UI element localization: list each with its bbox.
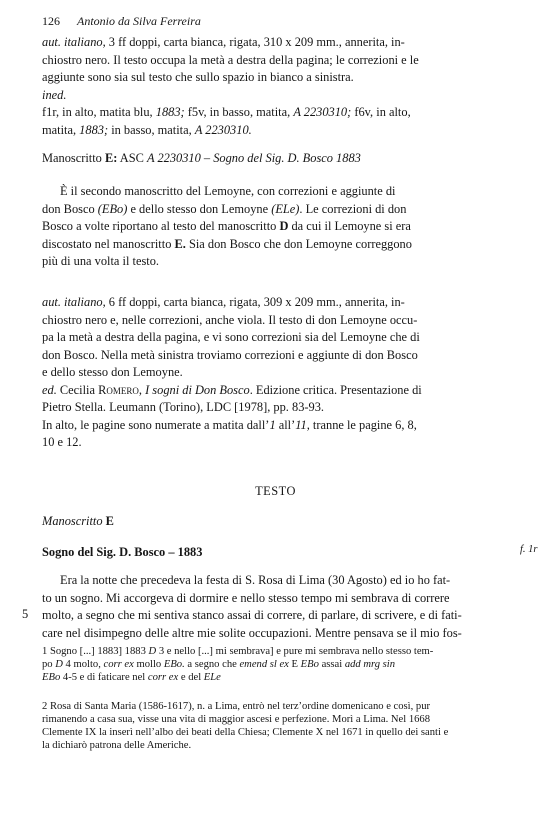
text-run: 2 Rosa di Santa Maria (1586-1617), n. a Lima, entrò nel terz’ordine domenicano e così, pur — [42, 701, 431, 712]
text-line — [42, 382, 512, 400]
text-run: Manoscritto — [42, 514, 106, 528]
text-line — [42, 658, 512, 671]
text-run: 1883; — [79, 122, 109, 137]
text-run: EBo — [300, 659, 319, 670]
text-line — [42, 364, 512, 382]
text-run: don Bosco — [42, 201, 98, 216]
text-run: ed. — [42, 382, 57, 397]
text-run: pa la metà a destra della pagina, e vi sono correzioni sia del Lemoyne che di — [42, 330, 420, 344]
text-run: E — [105, 514, 114, 528]
text-run: 1 — [269, 417, 276, 432]
text-run: Romero — [98, 382, 139, 397]
text-run: Clemente IX la inserì nell’albo dei beati della Chiesa; Clemente X nel 1671 in quello dei santi e — [42, 727, 449, 738]
text-line — [42, 513, 342, 531]
text-run: rimanendo a casa sua, visse una vita di maggior ascesi e perfezione. Morì a Lima. Nel 1668 — [42, 714, 431, 725]
text-run: all’ — [275, 417, 296, 432]
text-run: 1883; — [155, 105, 185, 119]
manuscript-e-description — [42, 183, 512, 271]
text-run: to un sogno. Mi accorgeva di dormire e nello stesso tempo mi sembrava di correre — [42, 590, 450, 605]
text-run: ASC — [117, 151, 147, 165]
text-run: I sogni di Don Bosco — [145, 382, 250, 397]
text-run: matita, — [42, 122, 80, 137]
text-line — [42, 122, 512, 140]
text-line — [42, 434, 512, 452]
text-run: tranne le pagine 6, 8, — [309, 417, 417, 432]
text-run: E — [288, 659, 301, 670]
description-block-ms-d — [42, 34, 512, 139]
text-run: A 2230310. — [194, 122, 252, 137]
text-line — [42, 590, 512, 608]
text-line — [42, 671, 512, 684]
text-line — [42, 347, 512, 365]
text-run: (EBo) — [97, 201, 128, 216]
text-line — [42, 87, 512, 105]
text-run: po — [42, 659, 56, 670]
text-run: emend sl ex — [239, 659, 289, 670]
text-line — [42, 739, 512, 752]
critical-apparatus — [42, 645, 512, 684]
text-line — [42, 236, 512, 254]
text-run: D — [148, 646, 157, 657]
manuscript-e-details — [42, 294, 512, 452]
text-line — [42, 544, 342, 562]
text-line — [42, 713, 512, 726]
text-line — [42, 726, 512, 739]
text-run: A 2230310; — [293, 105, 352, 119]
dream-title — [42, 544, 342, 562]
text-run: aggiunte sono sia sul testo che sullo spazio in bianco a sinistra. — [42, 70, 354, 84]
text-run: 4 molto, — [62, 659, 104, 670]
text-line — [42, 183, 512, 201]
text-line — [42, 645, 512, 658]
text-run: a segno che — [184, 659, 240, 670]
text-line — [42, 329, 512, 347]
line-number: 5 — [22, 607, 29, 621]
text-run: discostato nel manoscritto — [42, 236, 175, 251]
text-line — [42, 312, 512, 330]
text-line — [42, 253, 512, 271]
text-run: in basso, matita, — [108, 122, 195, 137]
text-line — [42, 399, 512, 417]
text-run: da cui il Lemoyne si era — [288, 219, 411, 233]
text-run: D — [279, 219, 289, 233]
text-run: Sia don Bosco che don Lemoyne correggono — [185, 236, 412, 251]
text-run: e dello stesso don Lemoyne — [127, 201, 272, 216]
text-line — [42, 294, 512, 312]
text-run: la dichiarò patrona delle Americhe. — [42, 740, 192, 751]
text-run: , — [138, 382, 146, 397]
text-run: più di una volta il testo. — [42, 254, 160, 268]
text-run: Cecilia — [56, 382, 99, 397]
text-run: 4-5 e di faticare nel — [60, 672, 148, 683]
text-run: add mrg sin — [344, 659, 396, 670]
text-run: È il secondo manoscritto del Lemoyne, con correzioni e aggiunte di — [60, 184, 396, 198]
running-title: Antonio da Silva Ferreira — [77, 14, 201, 28]
text-run: assai — [318, 659, 345, 670]
text-line — [42, 201, 512, 219]
text-line — [42, 34, 512, 52]
footnote — [42, 700, 512, 752]
main-text — [42, 572, 512, 642]
text-run: . Le correzioni di don — [299, 201, 407, 216]
text-run: f1r, in alto, matita blu, — [42, 105, 156, 119]
text-line — [42, 150, 512, 168]
text-line — [42, 572, 512, 590]
text-run: In alto, le pagine sono numerate a matita dall’ — [42, 417, 270, 432]
text-run: 3 e nello [...] mi sembrava] e pure mi sembrava nello stesso tem- — [156, 646, 434, 657]
text-run: corr ex — [103, 659, 134, 670]
text-line — [42, 417, 512, 435]
text-run: aut. italiano, — [42, 35, 106, 49]
text-run: Era la notte che precedeva la festa di S. Rosa di Lima (30 Agosto) ed io ho fat- — [60, 573, 451, 587]
text-run: E: — [104, 151, 118, 165]
text-run: A 2230310 – Sogno del Sig. D. Bosco 1883 — [147, 151, 361, 165]
manuscript-e-heading — [42, 150, 512, 168]
text-run: . Edizione critica. Presentazione di — [249, 382, 422, 397]
text-run: Pietro Stella. Leumann (Torino), LDC [1978], pp. 83-93. — [42, 400, 325, 414]
text-run: care nel disimpegno delle altre mie solite occupazioni. Mentre pensava se il mio fos- — [42, 625, 462, 640]
text-line — [42, 218, 512, 236]
text-line — [42, 52, 512, 70]
text-run: molto, a segno che mi sentiva stanco assai di correre, di parlare, di scrivere, e di fati- — [42, 608, 462, 622]
text-run: e dello stesso don Lemoyne. — [42, 365, 183, 379]
text-run: ined. — [42, 87, 67, 102]
text-run: chiostro nero. Il testo occupa la metà a destra della pagina; le correzioni e le — [42, 52, 419, 67]
folio-marker: f. 1r — [520, 544, 538, 555]
section-heading-testo: TESTO — [255, 484, 296, 498]
text-run: e del — [178, 672, 204, 683]
page-number: 126 — [42, 14, 60, 28]
text-run: 6 ff doppi, carta bianca, rigata, 309 x 209 mm., annerita, in- — [105, 295, 405, 309]
text-run: chiostro nero e, nelle correzioni, anche viola. Il testo di don Lemoyne occu- — [42, 312, 418, 327]
text-run: ELe — [203, 672, 221, 683]
text-run: mollo — [133, 659, 164, 670]
text-run: f5v, in basso, matita, — [184, 105, 294, 119]
text-run: D — [55, 659, 63, 670]
text-run: aut. italiano, — [42, 295, 106, 309]
text-run: 3 ff doppi, carta bianca, rigata, 310 x 209 mm., annerita, in- — [105, 35, 405, 49]
text-line — [42, 69, 512, 87]
text-line — [42, 700, 512, 713]
text-run: 1 Sogno [...] 1883] 1883 — [42, 646, 149, 657]
text-run: Manoscritto — [42, 151, 105, 165]
text-run: EBo. — [163, 659, 185, 670]
text-run: 11, — [295, 417, 310, 432]
text-line — [42, 104, 512, 122]
text-run: E. — [174, 236, 186, 251]
manuscript-label — [42, 513, 342, 531]
running-header — [42, 14, 201, 29]
text-run: EBo — [42, 672, 61, 683]
text-run: Sogno del Sig. D. Bosco – 1883 — [42, 545, 203, 559]
text-run: 10 e 12. — [42, 435, 82, 449]
text-run: corr ex — [147, 672, 179, 683]
text-line — [42, 607, 512, 625]
text-line — [42, 625, 512, 643]
text-run: (ELe) — [271, 201, 300, 216]
text-run: f6v, in alto, — [351, 105, 411, 119]
text-run: don Bosco. Nella metà sinistra troviamo correzioni e aggiunte di don Bosco — [42, 347, 418, 362]
text-run: Bosco a volte riportano al testo del manoscritto — [42, 219, 280, 233]
